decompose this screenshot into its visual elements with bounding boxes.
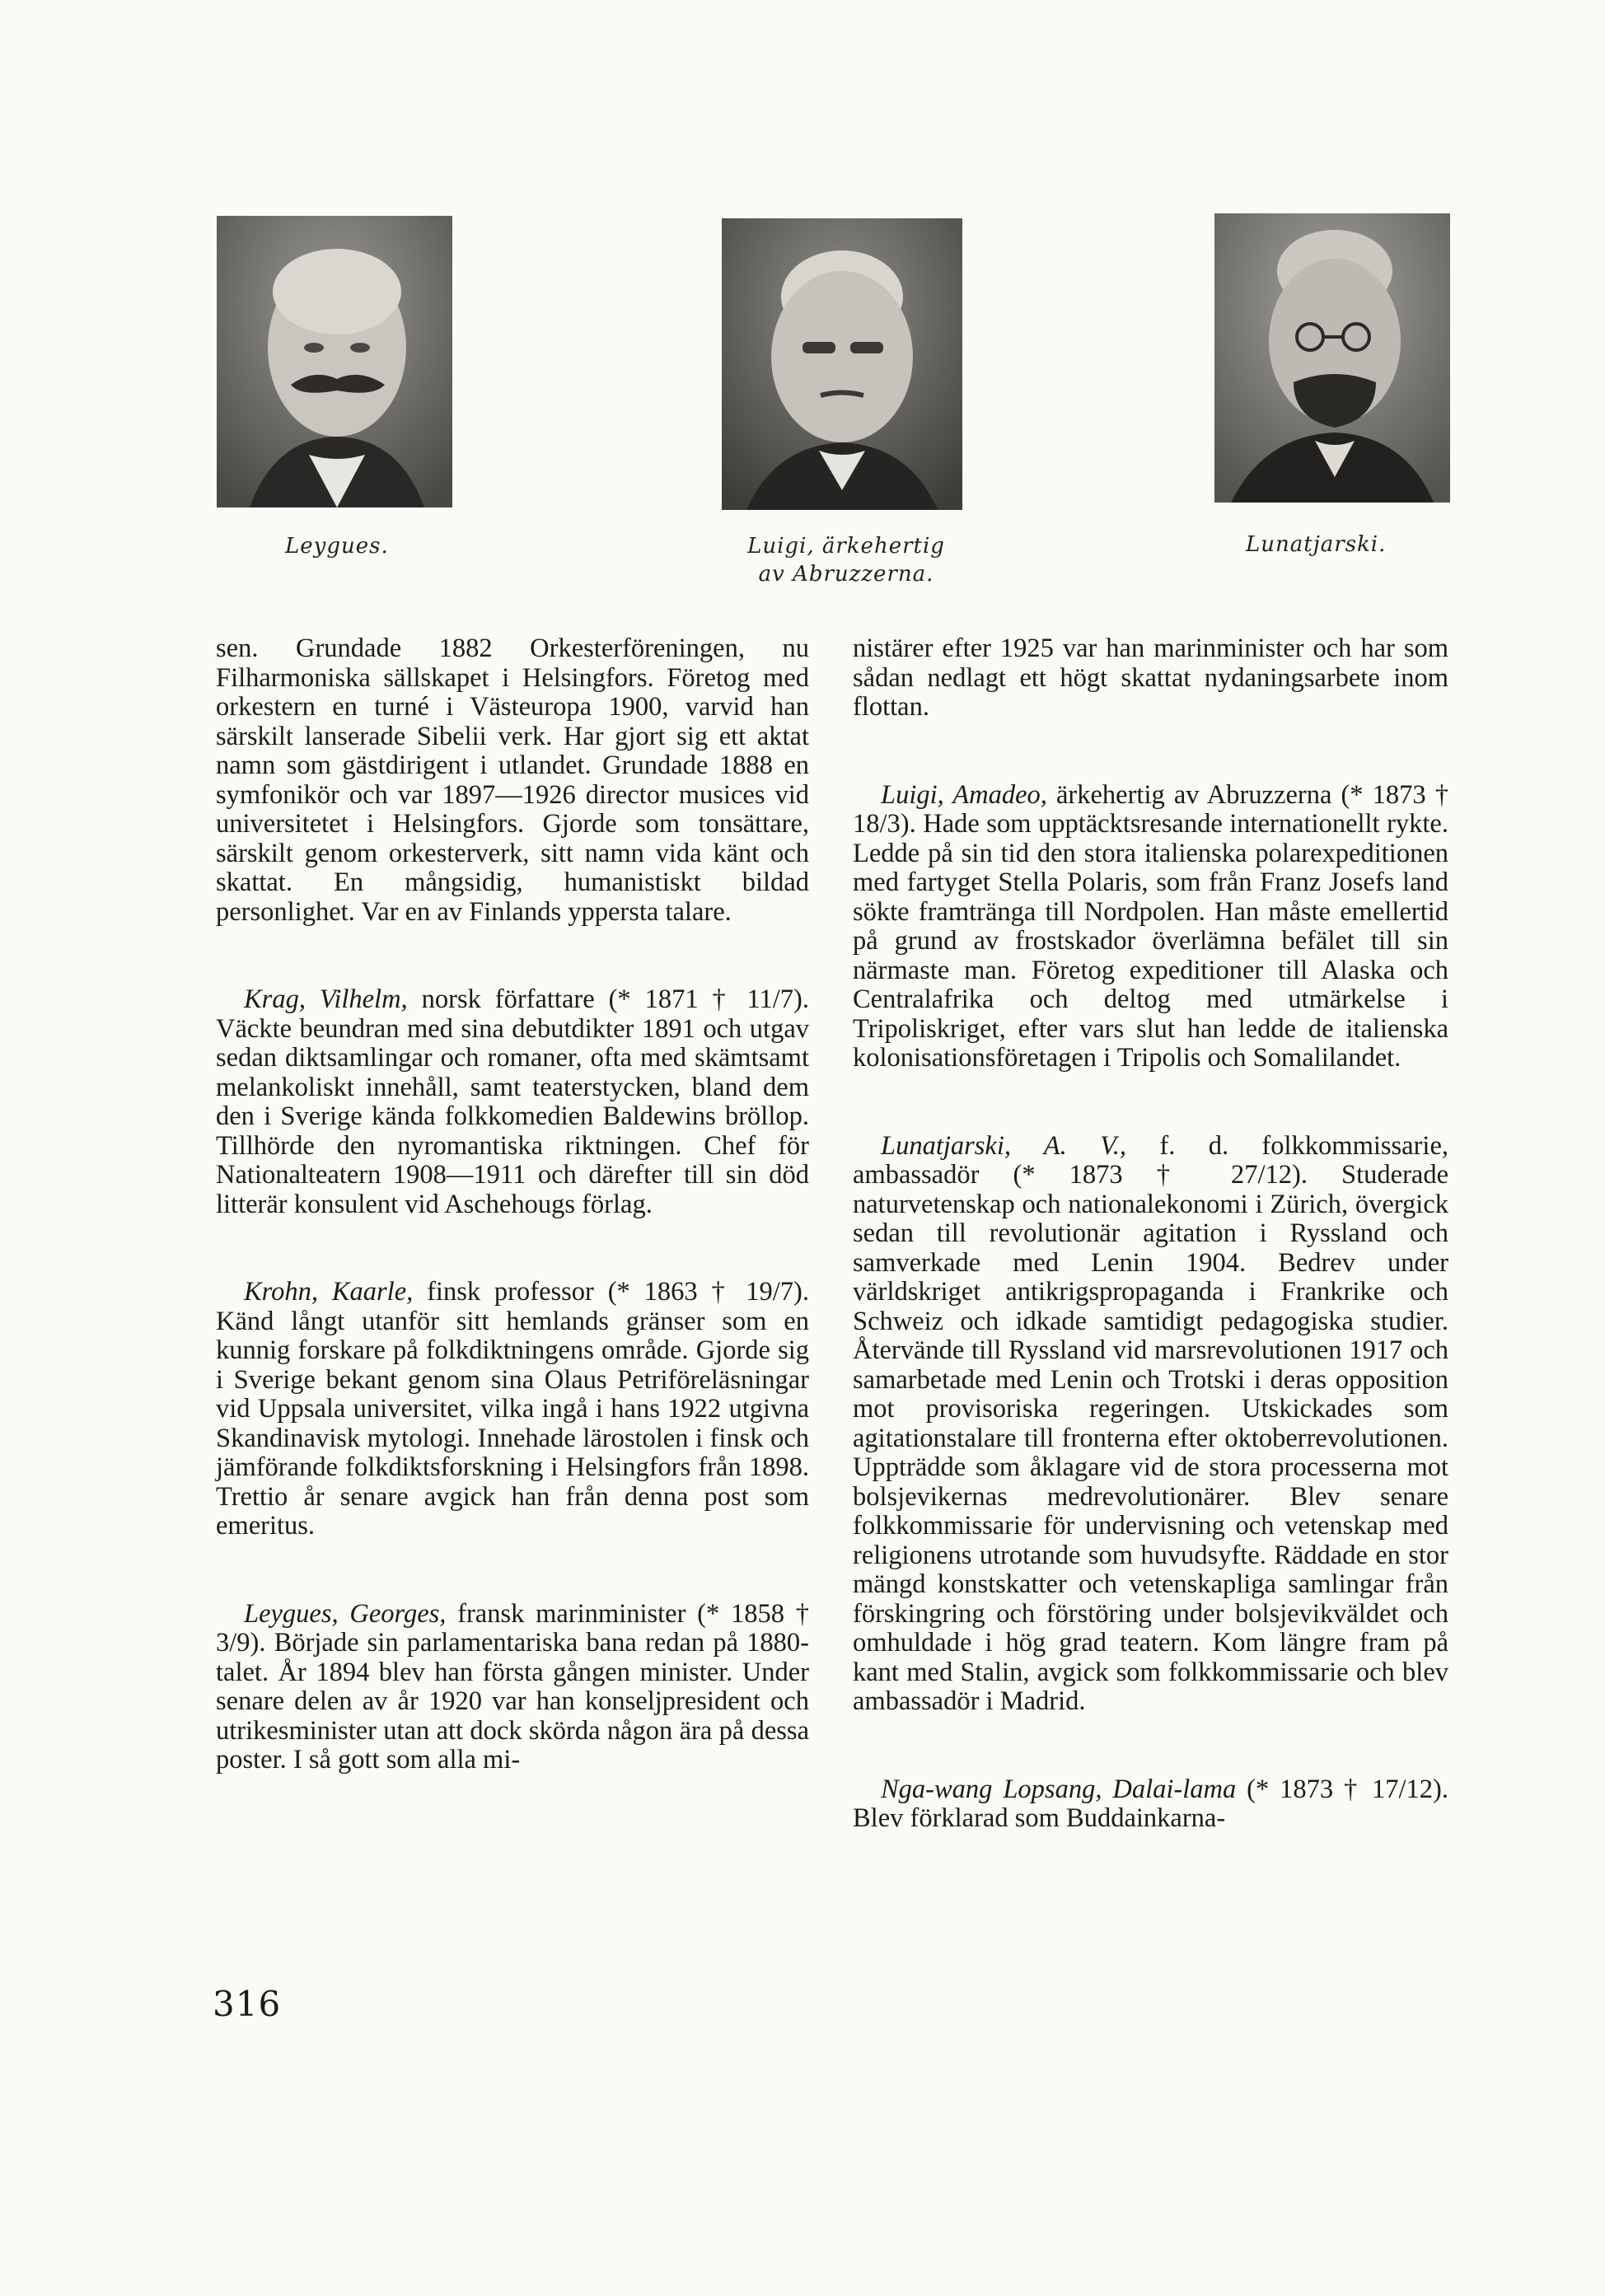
entry-heading: Lunatjarski, A. V., [881,1130,1127,1161]
entry-text: norsk författare (* 1871 † 11/7). Väckte beundran med sina debutdikter 1891 och utgav sedan diktsamlingar och romaner, ofta med skämtsamt melankoliskt innehåll, samt teaterstycken, bland dem den i Sverige kända folkkomedien Baldewins bröllop. Tillhörde den nyromantiska riktningen. Chef för Nationalteatern 1908—1911 och därefter till sin död litterär konsulent vid Aschehougs förlag. [216,984,809,1219]
entry-leygues [216,1600,809,1775]
entry-paragraph [853,1132,1448,1717]
entry-heading: Krohn, Kaarle, [244,1277,414,1307]
entry-luigi [853,781,1448,1073]
portrait-photo-leygues [217,216,452,507]
entry-paragraph [216,1600,809,1775]
page-number: 316 [213,1984,282,2024]
entry-text: fransk marinminister (* 1858 † 3/9). Började sin parlamentariska bana redan på 1880-talet. År 1894 blev han första gången minister. Under senare delen av år 1920 var han konseljpresident och utrikesminister utan att dock skörda någon ära på dessa poster. I så gott som alla mi- [216,1598,809,1775]
entry-heading: Leygues, Georges, [244,1598,447,1629]
entry-text: (* 1873 † 17/12). Blev förklarad som Buddainkarna- [853,1774,1448,1833]
photo-caption-leygues [285,532,389,560]
continued-paragraph: sen. Grundade 1882 Orkesterföreningen, nu Filharmoniska sällskapet i Helsingfors. Företog med orkestern en turné i Västeuropa 1900, varvid han särskilt lanserade Sibelii verk. Har gjort sig ett aktat namn som gästdirigent i utlandet. Grundade 1888 en symfonikör och var 1897—1926 director musices vid universitetet i Helsingfors. Gjorde som tonsättare, särskilt genom orkesterverk, sitt namn vida känt och skattat. En mångsidig, humanistiskt bildad personlighet. Var en av Finlands yppersta talare. [216,634,809,927]
photo-caption-luigi [710,532,982,588]
text-column-left [216,634,809,1834]
entry-text: f. d. folkkommissarie, ambassadör (* 1873 † 27/12). Studerade naturvetenskap och nationalekonomi i Zürich, övergick sedan till revolutionär agitation i Ryssland och samverkade med Lenin 1904. Bedrev under världskriget antikrigspropaganda i Frankrike och Schweiz och idkade samtidigt pedagogiska studier. Återvände till Ryssland vid marsrevolutionen 1917 och samarbetade med Lenin och Trotski i deras opposition mot provisoriska regeringen. Utskickades som agitationstalare till fronterna efter oktoberrevolutionen. Uppträdde som åklagare vid de stora processerna mot bolsjevikernas medrevolutionärer. Blev senare folkkommissarie för undervisning och vetenskap med religionens utrotande som huvudsyfte. Räddade en stor mängd konstskatter och vetenskapliga samlingar från förskingring och förstöring under bolsjevikväldet och omhuldade i hög grad teatern. Kom längre fram på kant med Stalin, avgick som folkkommissarie och blev ambassadör i Madrid. [853,1130,1448,1716]
entry-text: ärkehertig av Abruzzerna (* 1873 † 18/3). Hade som upptäcktsresande internationellt rykte. Ledde på sin tid den stora italienska polarexpeditionen med fartyget Stella Polaris, som från Franz Josefs land sökte framtränga till Nordpolen. Han måste emellertid på grund av frostskador överlämna befälet till sin närmaste man. Företog expeditioner till Alaska och Centralafrika och deltog med utmärkelse i Tripoliskriget, efter vars slut han ledde de italienska kolonisationsföretagen i Tripolis och Somalilandet. [853,779,1448,1073]
entry-paragraph [216,1278,809,1541]
entry-heading: Nga-wang Lopsang, Dalai-lama [881,1774,1237,1804]
entry-text: finsk professor (* 1863 † 19/7). Känd långt utanför sitt hemlands gränser som en kunnig forskare på folkdiktningens område. Gjorde sig i Sverige bekant genom sina Olaus Petriföreläsningar vid Uppsala universitet, vilka ingå i hans 1922 utgivna Skandinavisk mytologi. Innehade lärostolen i finsk och jämförande folkdiktsforskning i Helsingfors från 1898. Trettio år senare avgick han från denna post som emeritus. [216,1277,809,1541]
entry-nga-wang-lopsang [853,1775,1448,1834]
caption-text: Leygues. [285,534,389,559]
entry-lunatjarski [853,1132,1448,1717]
entry-heading: Luigi, Amadeo, [881,779,1047,810]
text-column-right [853,634,1448,1892]
entry-heading: Krag, Vilhelm, [244,984,408,1014]
entry-krag [216,985,809,1219]
portrait-photo-luigi [722,218,962,510]
photo-caption-lunatjarski [1246,531,1386,559]
entry-paragraph [853,1775,1448,1834]
portrait-photo-lunatjarski [1214,213,1450,503]
caption-text-line-2: av Abruzzerna. [758,562,934,587]
caption-text: Lunatjarski. [1246,532,1387,557]
continued-paragraph: nistärer efter 1925 var han marinminister och har som sådan nedlagt ett högt skattat nydaningsarbete inom flottan. [853,634,1448,722]
entry-paragraph [853,781,1448,1073]
caption-text-line-1: Luigi, ärkehertig [747,534,945,559]
entry-krohn [216,1278,809,1541]
entry-paragraph [216,985,809,1219]
